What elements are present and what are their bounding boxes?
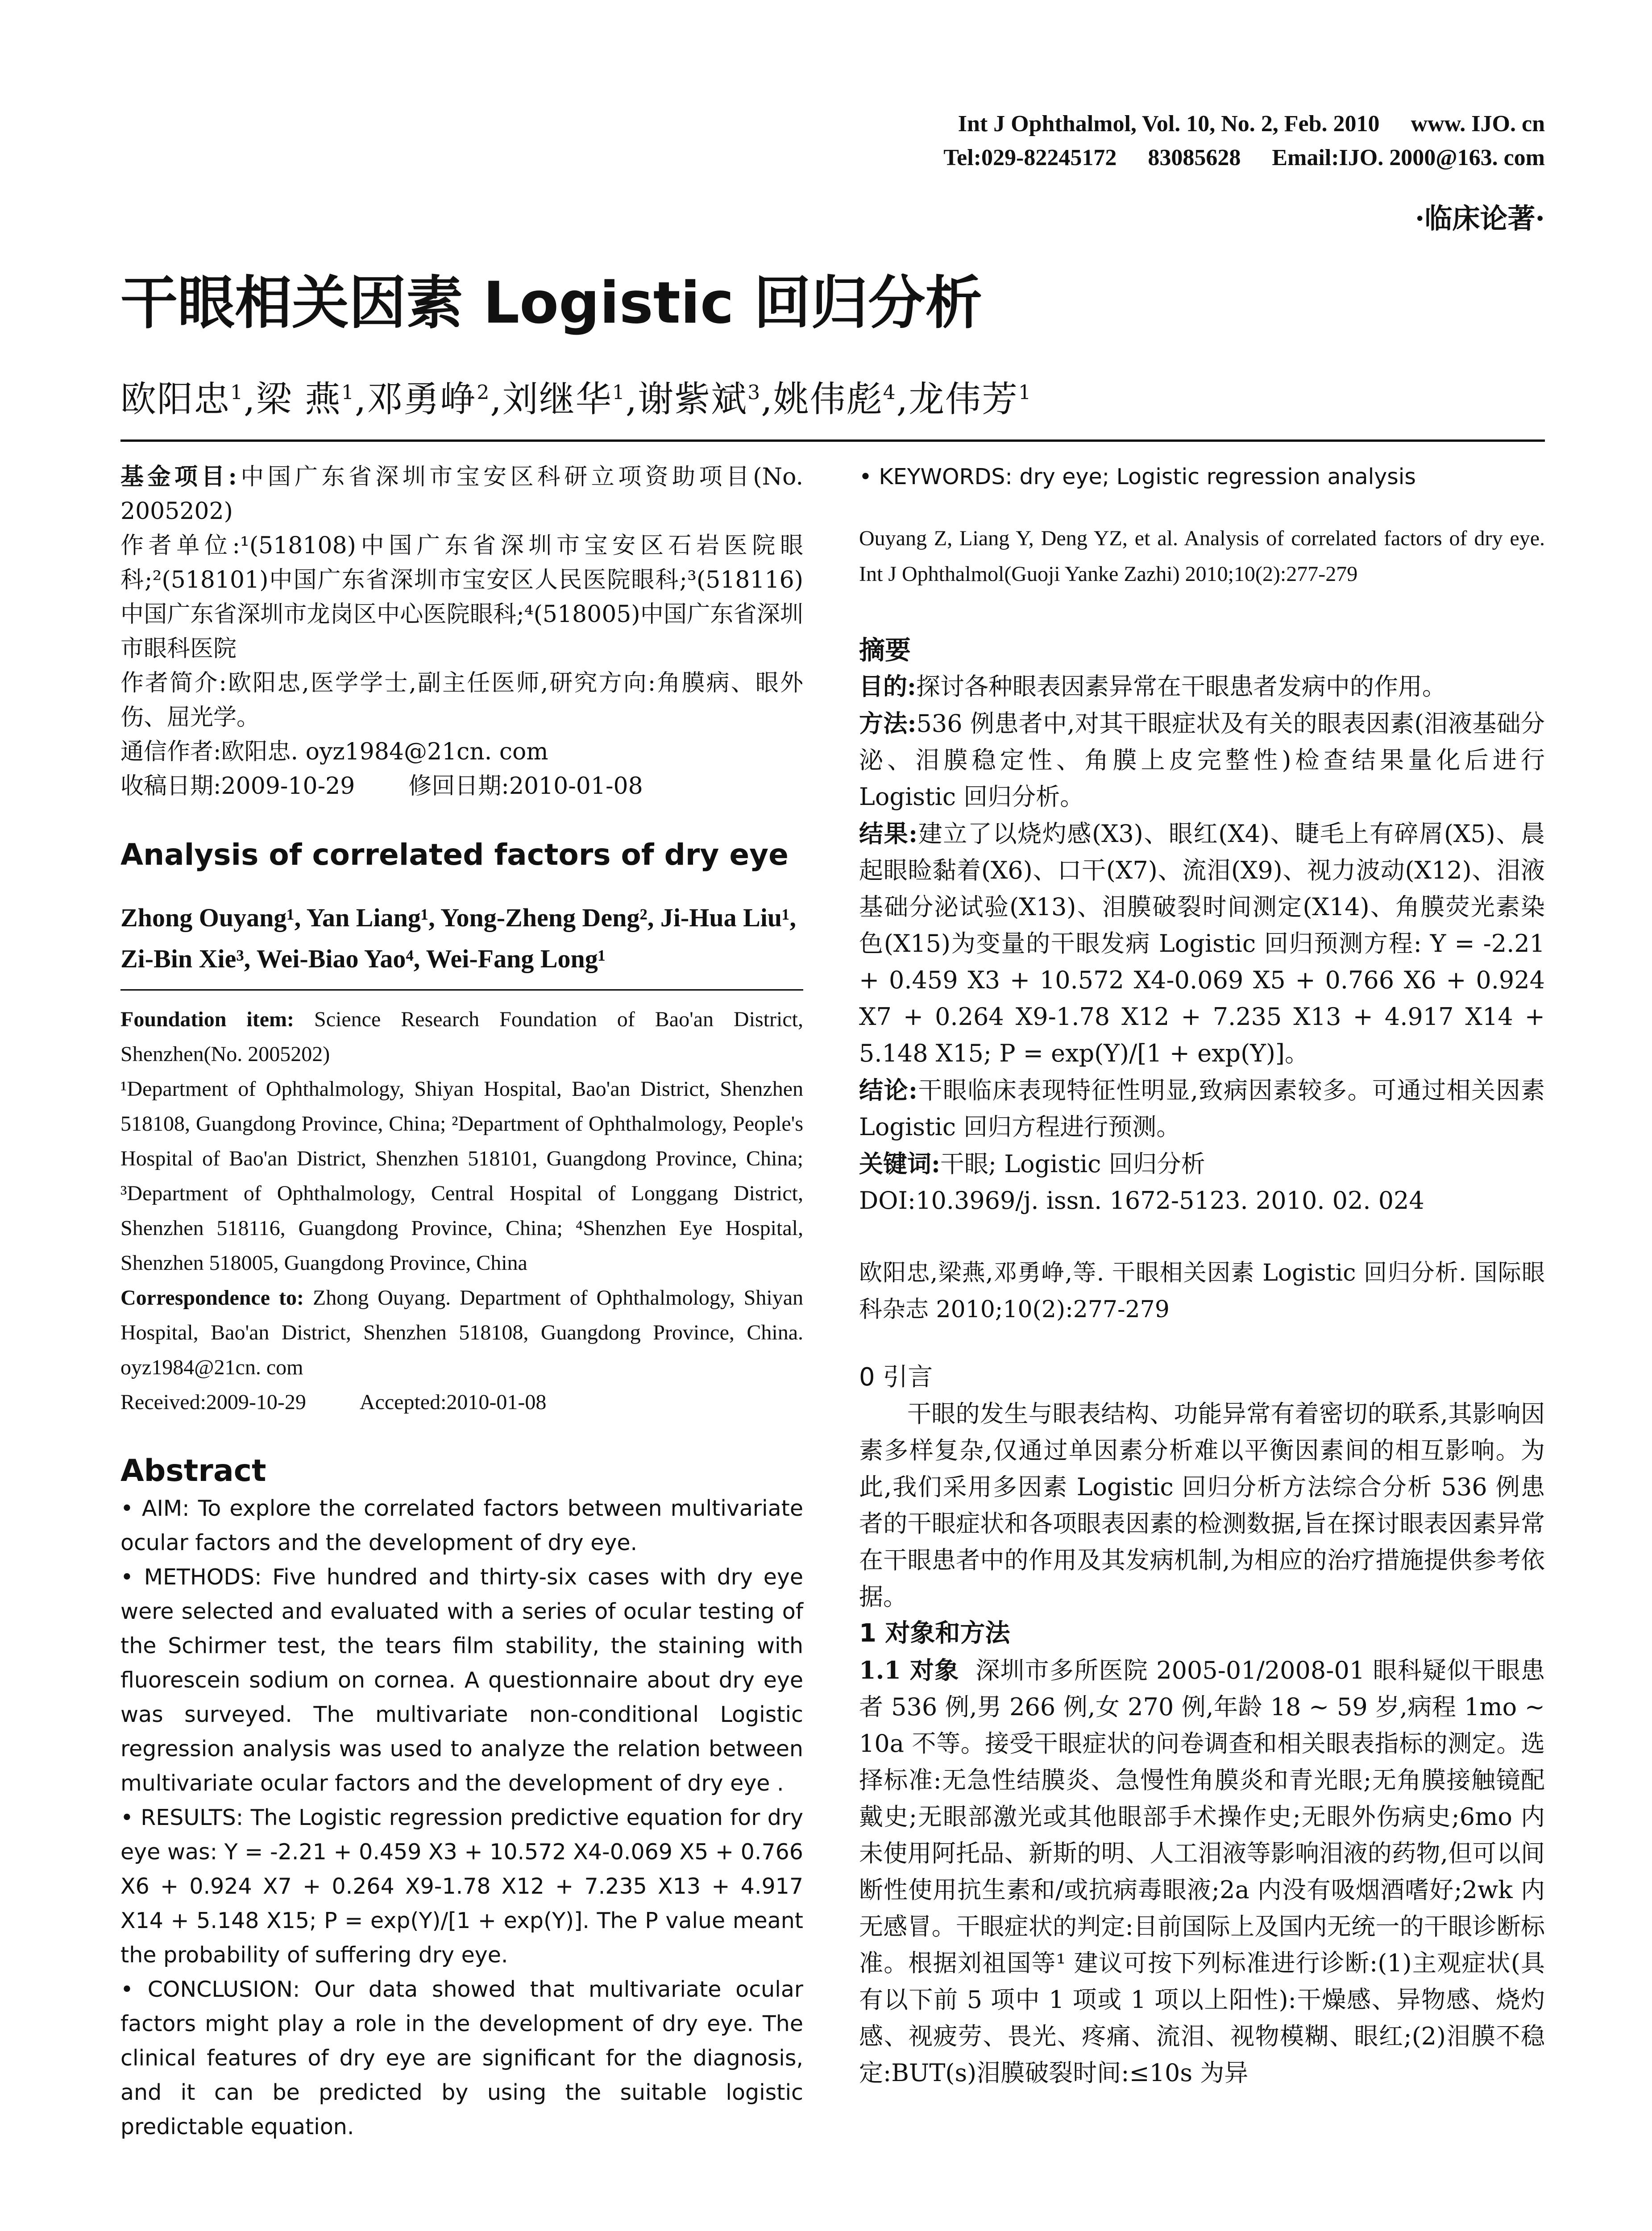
author-units: 作者单位:¹(518108)中国广东省深圳市宝安区石岩医院眼科;²(518101)中国广东省深圳市宝安区人民医院眼科;³(518116)中国广东省深圳市龙岗区中心医院眼科;⁴(518005)中国广东省深圳市眼科医院 [120, 532, 803, 662]
info-block-cn [120, 460, 803, 804]
author-bio: 作者简介:欧阳忠,医学学士,副主任医师,研究方向:角膜病、眼外伤、屈光学。 [120, 670, 803, 731]
dates-line [120, 769, 803, 804]
author-cn: 姚伟彪$^4$, [773, 378, 909, 420]
correspondence-text: Zhong Ouyang. Department of Ophthalmology, Shiyan Hospital, Bao'an District, Shenzhen 518108, Guangdong Province, China. oyz1984@21cn. com [120, 1286, 803, 1379]
english-authors: Zhong Ouyang¹, Yan Liang¹, Yong-Zheng Deng², Ji-Hua Liu¹, Zi-Bin Xie³, Wei-Biao Yao⁴, Wei-Fang Long¹ [120, 903, 797, 973]
foundation-text: Science Research Foundation of Bao'an District, Shenzhen(No. 2005202) [120, 1008, 804, 1066]
english-title: Analysis of correlated factors of dry eye [120, 838, 789, 872]
author-cn-affil: 1 [341, 381, 355, 404]
zhaiyao-conclusion [859, 1072, 1545, 1145]
doi-line[interactable]: DOI:10.3969/j. issn. 1672-5123. 2010. 02. 024 [859, 1186, 1424, 1215]
fund-label: 基金项目: [120, 463, 237, 490]
journal-info: Int J Ophthalmol, Vol. 10, No. 2, Feb. 2010 [958, 111, 1380, 137]
abstract-heading: Abstract [120, 1453, 266, 1489]
author-cn-affil: 4 [883, 381, 897, 404]
journal-website[interactable]: www. IJO. cn [1411, 111, 1545, 137]
abstract-results: • RESULTS: The Logistic regression predictive equation for dry eye was: Y = -2.21 + 0.459 X3 + 10.572 X4-0.069 X5 + 0.766 X6 + 0.924 X7 + 0.264 X9-1.78 X12 + 7.235 X13 + 4.917 X14 + 5.148 X15; P = exp(Y)/[1 + exp(Y)]. The P value meant the probability of suffering dry eye. [120, 1805, 803, 1968]
author-cn-name: 刘继华 [502, 378, 612, 420]
corresponding-author: 通信作者:欧阳忠. oyz1984@21cn. com [120, 738, 548, 765]
zhaiyao-aim-text: 探讨各种眼表因素异常在干眼患者发病中的作用。 [916, 672, 1446, 701]
author-cn-name: 欧阳忠 [120, 378, 230, 420]
author-cn-affil: 1 [1018, 381, 1032, 404]
author-divider [120, 989, 803, 991]
zhaiyao-method-text: 536 例患者中,对其干眼症状及有关的眼表因素(泪液基础分泌、泪膜稳定性、角膜上皮完整性)检查结果量化后进行 Logistic 回归分析。 [859, 709, 1545, 811]
intro-body [859, 1396, 1545, 1615]
zhaiyao-result [859, 815, 1545, 1072]
right-column [859, 460, 1545, 2091]
zhaiyao-body [859, 668, 1545, 1219]
abstract-methods: • METHODS: Five hundred and thirty-six cases with dry eye were selected and evaluated with a series of ocular testing of the Schirmer test, the tears film stability, the staining with fluorescein sodium on cornea. A questionnaire about dry eye was surveyed. The multivariate non-conditional Logistic regression analysis was used to analyze the relation between multivariate ocular factors and the development of dry eye . [120, 1564, 803, 1796]
title-divider [120, 440, 1545, 442]
author-cn-affil: 3 [747, 381, 761, 404]
correspondence-label: Correspondence to: [120, 1286, 304, 1310]
keywords-block [859, 460, 1545, 494]
fund-text: 中国广东省深圳市宝安区科研立项资助项目(No. 2005202) [120, 464, 803, 525]
abstract-aim: • AIM: To explore the correlated factors between multivariate ocular factors and the development of dry eye. [120, 1496, 803, 1555]
zhaiyao-kw-label: 关键词: [859, 1149, 940, 1178]
author-cn-affil: 1 [230, 381, 244, 404]
author-cn-name: 龙伟芳 [909, 378, 1019, 420]
abstract-body [120, 1491, 803, 2144]
zhaiyao-result-text: 建立了以烧灼感(X3)、眼红(X4)、睫毛上有碎屑(X5)、晨起眼睑黏着(X6)、口干(X7)、流泪(X9)、视力波动(X12)、泪液基础分泌试验(X13)、泪膜破裂时间测定(X14)、角膜荧光素染色(X15)为变量的干眼发病 Logistic 回归预测方程: Y = -2.21 + 0.459 X3 + 10.572 X4-0.069 X5 + 0.766 X6 + 0.924 X7 + 0.264 X9-1.78 X12 + 7.235 X13 + 4.917 X14 + 5.148 X15; P = exp(Y)/[1 + exp(Y)]。 [859, 820, 1545, 1067]
zhaiyao-concl-label: 结论: [859, 1076, 917, 1104]
journal-tel2: 83085628 [1148, 145, 1241, 170]
author-cn: 邓勇峥$^2$, [367, 378, 502, 420]
en-accepted-date: Accepted:2010-01-08 [359, 1390, 547, 1414]
foundation-line [120, 1002, 803, 1072]
intro-heading: 0 引言 [859, 1363, 933, 1392]
citation-cn: 欧阳忠,梁燕,邓勇峥,等. 干眼相关因素 Logistic 回归分析. 国际眼科杂志 2010;10(2):277-279 [859, 1260, 1545, 1323]
received-date: 收稿日期:2009-10-29 [120, 773, 355, 800]
author-list-cn [120, 370, 1032, 422]
author-cn-affil: 2 [477, 381, 490, 404]
correspondence-line [120, 1281, 803, 1385]
author-cn-name: 谢紫斌 [638, 378, 748, 420]
journal-email[interactable]: Email:IJO. 2000@163. com [1272, 145, 1545, 170]
methods-body [859, 1652, 1545, 2091]
journal-header [943, 107, 1545, 175]
section-tag: ·临床论著· [1415, 202, 1545, 235]
en-received-date: Received:2009-10-29 [120, 1390, 306, 1414]
author-cn-name: 姚伟彪 [773, 378, 883, 420]
author-cn [909, 378, 1032, 420]
zhaiyao-aim-label: 目的: [859, 672, 916, 701]
citation-en: Ouyang Z, Liang Y, Deng YZ, et al. Analysis of correlated factors of dry eye. Int J Ophthalmol(Guoji Yanke Zazhi) 2010;10(2):277-279 [859, 527, 1545, 586]
fund-line [120, 460, 803, 529]
abstract-conclusion: • CONCLUSION: Our data showed that multivariate ocular factors might play a role in the development of dry eye. The clinical features of dry eye are significant for the diagnosis, and it can be predicted by using the suitable logistic predictable equation. [120, 1977, 803, 2140]
zhaiyao-aim [859, 668, 1545, 705]
zhaiyao-keywords [859, 1145, 1545, 1182]
revised-date: 修回日期:2010-01-08 [408, 773, 643, 800]
methods-heading: 1 对象和方法 [859, 1619, 1010, 1648]
author-cn: 刘继华$^1$, [502, 378, 638, 420]
info-block-en [120, 1002, 803, 1420]
author-cn: 谢紫斌$^3$, [638, 378, 773, 420]
methods-paragraph [859, 1652, 1545, 2091]
zhaiyao-result-label: 结果: [859, 819, 918, 848]
departments: ¹Department of Ophthalmology, Shiyan Hospital, Bao'an District, Shenzhen 518108, Guangdong Province, China; ²Department of Ophthalmology, People's Hospital of Bao'an District, Shenzhen 518101, Guangdong Province, China; ³Department of Ophthalmology, Central Hospital of Longgang District, Shenzhen 518116, Guangdong Province, China; ⁴Shenzhen Eye Hospital, Shenzhen 518005, Guangdong Province, China [120, 1077, 803, 1275]
methods-text: 深圳市多所医院 2005-01/2008-01 眼科疑似干眼患者 536 例,男 266 例,女 270 例,年龄 18 ~ 59 岁,病程 1mo ~ 10a 不等。接受干眼症状的问卷调查和相关眼表指标的测定。选择标准:无急性结膜炎、急慢性角膜炎和青光眼;无角膜接触镜配戴史;无眼部激光或其他眼部手术操作史;无眼外伤病史;6mo 内未使用阿托品、新斯的明、人工泪液等影响泪液的药物,但可以间断性使用抗生素和/或抗病毒眼液;2a 内没有吸烟酒嗜好;2wk 内无感冒。干眼症状的判定:目前国际上及国内无统一的干眼诊断标准。根据刘祖国等¹ 建议可按下列标准进行诊断:(1)主观症状(具有以下前 5 项中 1 项或 1 项以上阳性):干燥感、异物感、烧灼感、视疲劳、畏光、疼痛、流泪、视物模糊、眼红;(2)泪膜不稳定:BUT(s)泪膜破裂时间:≤10s 为异 [859, 1656, 1545, 2087]
author-cn: 梁 燕$^1$, [256, 378, 367, 420]
zhaiyao-concl-text: 干眼临床表现特征性明显,致病因素较多。可通过相关因素 Logistic 回归方程进行预测。 [859, 1076, 1545, 1141]
zhaiyao-method-label: 方法: [859, 709, 917, 738]
zhaiyao-method [859, 705, 1545, 815]
author-cn-name: 邓勇峥 [367, 378, 477, 420]
abstract-keywords: • KEYWORDS: dry eye; Logistic regression analysis [859, 464, 1416, 489]
journal-tel: Tel:029-82245172 [943, 145, 1117, 170]
en-dates-line [120, 1385, 803, 1420]
author-cn-affil: 1 [612, 381, 626, 404]
author-cn: 欧阳忠$^1$, [120, 378, 256, 420]
methods-sub-label: 1.1 对象 [859, 1656, 959, 1684]
intro-paragraph: 干眼的发生与眼表结构、功能异常有着密切的联系,其影响因素多样复杂,仅通过单因素分析难以平衡因素间的相互影响。为此,我们采用多因素 Logistic 回归分析方法综合分析 536 例患者的干眼症状和各项眼表因素的检测数据,旨在探讨眼表因素异常在干眼患者中的作用及其发病机制,为相应的治疗措施提供参考依据。 [859, 1400, 1545, 1611]
zhaiyao-kw-text: 干眼; Logistic 回归分析 [940, 1150, 1205, 1178]
foundation-label: Foundation item: [120, 1008, 295, 1031]
zhaiyao-heading: 摘要 [859, 635, 911, 665]
left-column [120, 460, 803, 2144]
author-cn-name: 梁 燕 [256, 378, 341, 420]
page-title: 干眼相关因素 Logistic 回归分析 [120, 270, 983, 336]
